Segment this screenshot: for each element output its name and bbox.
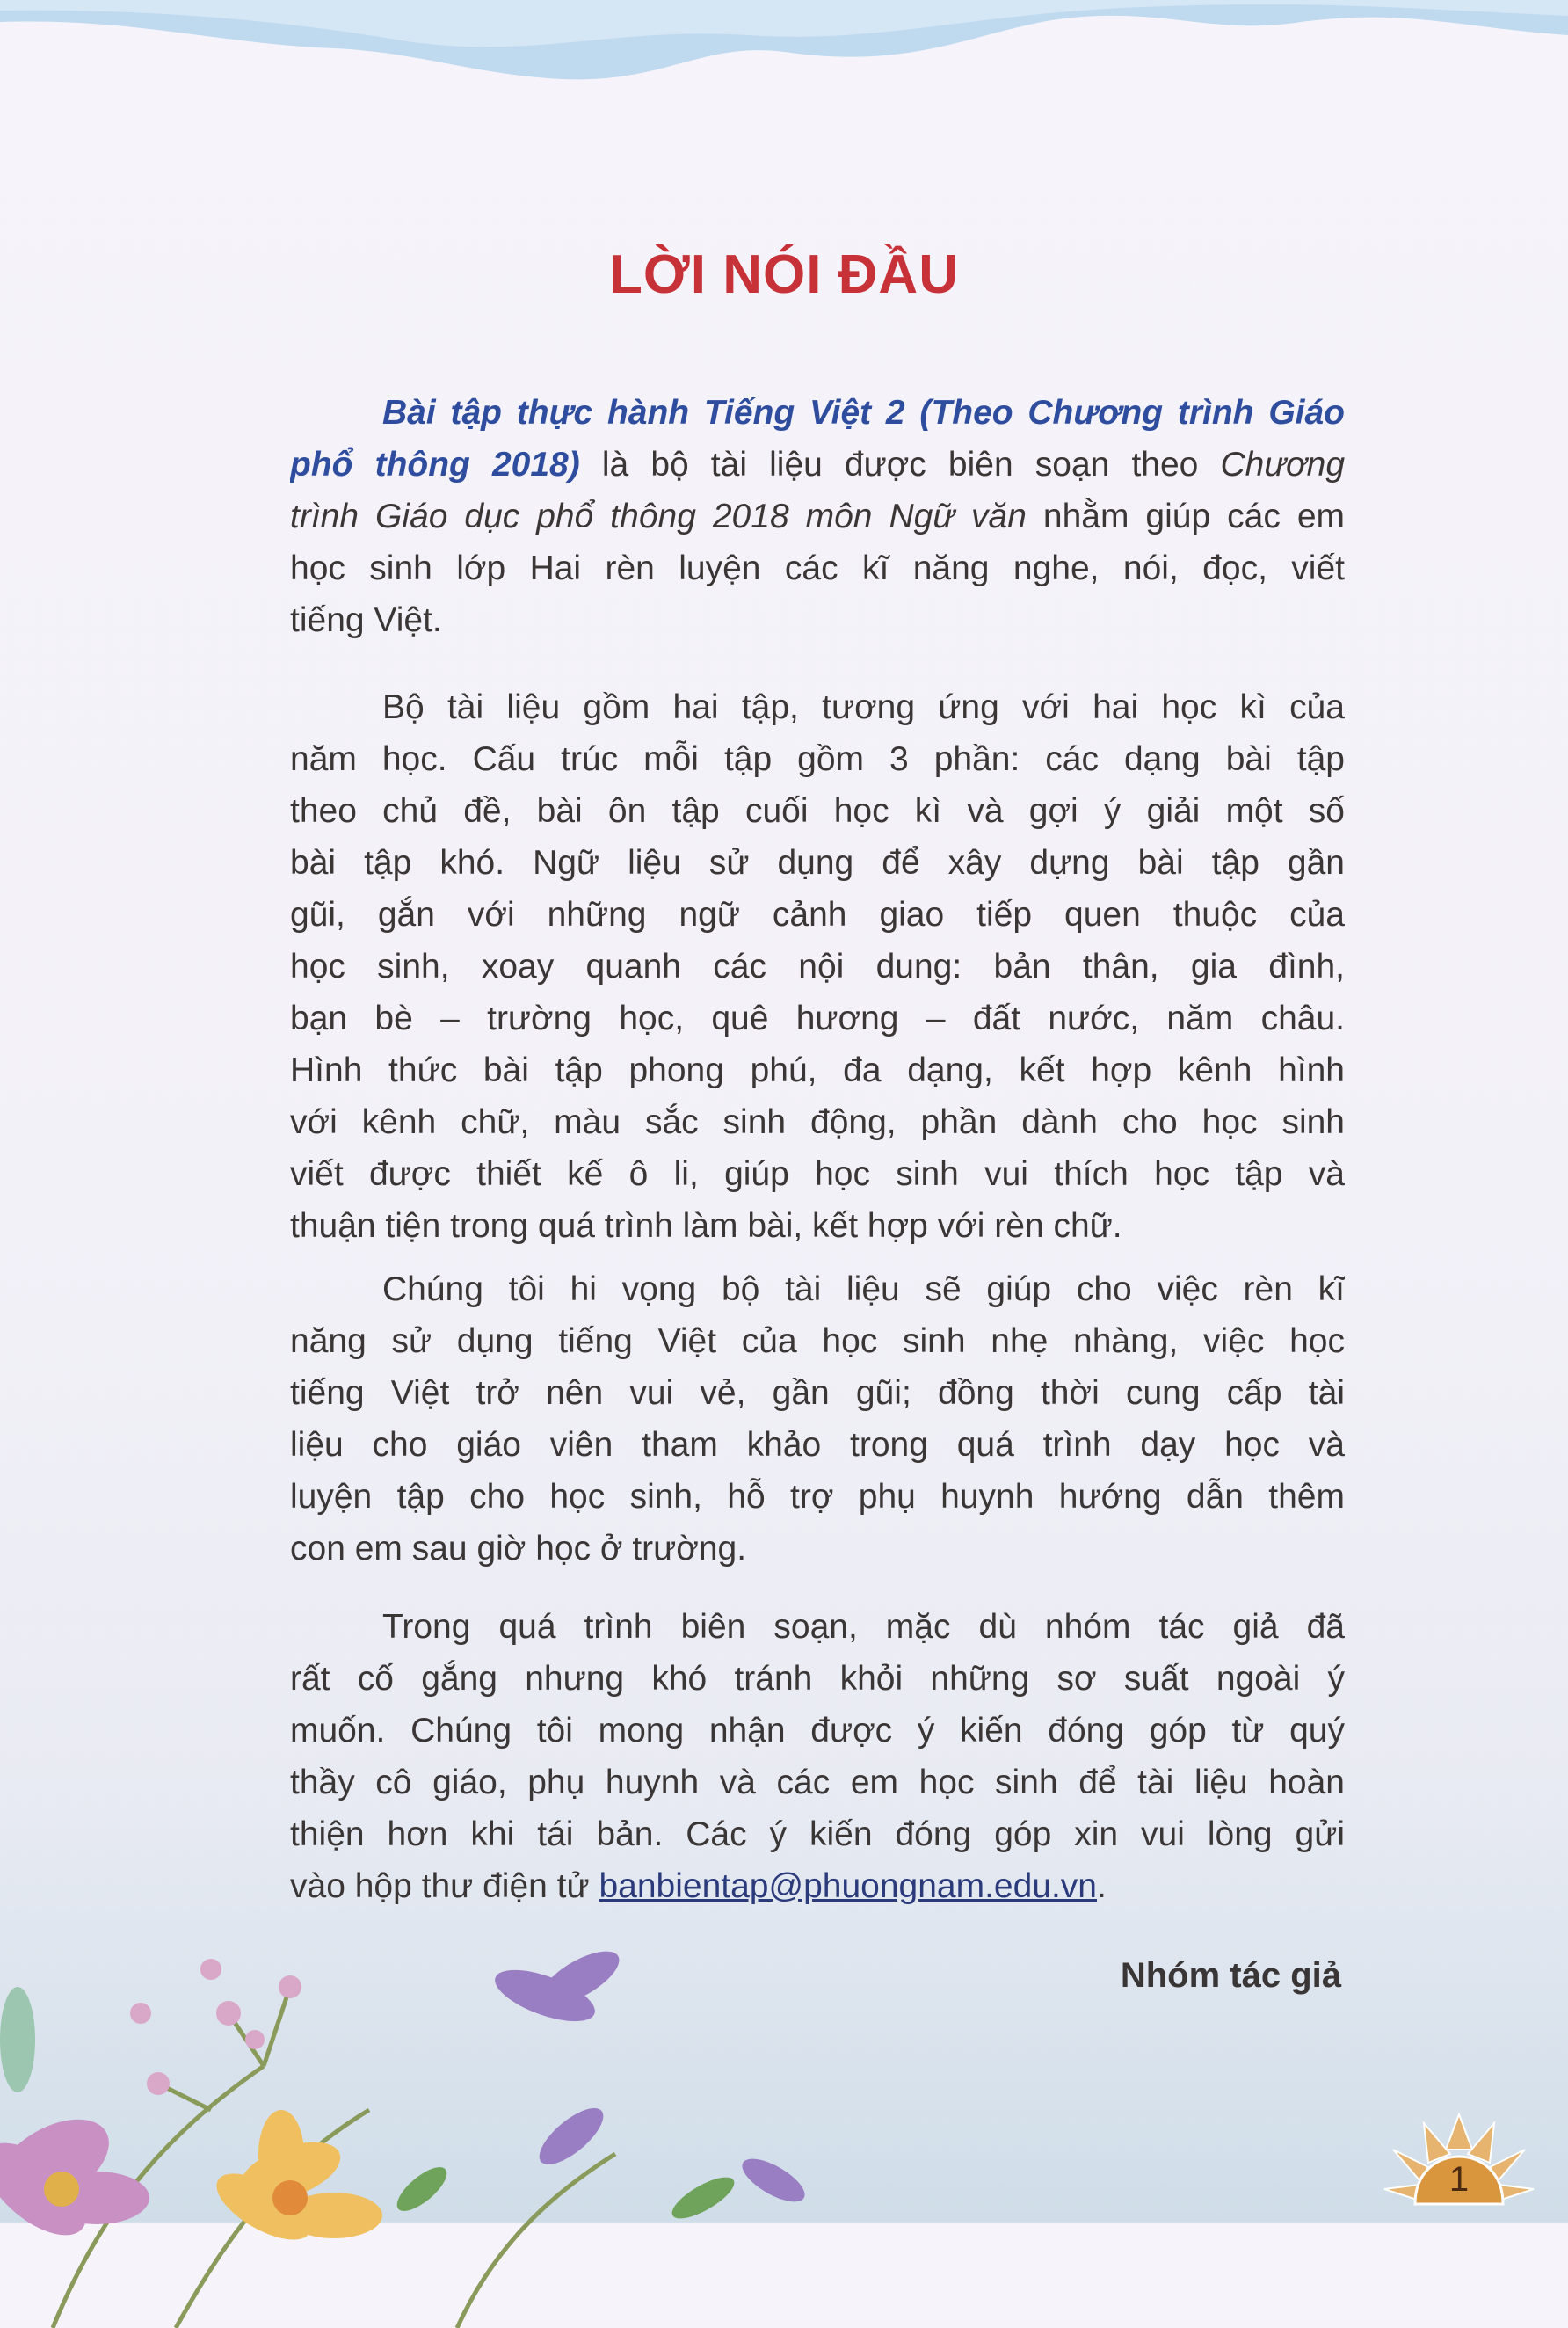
- text-segment: liệu cho giáo viên tham khảo trong quá trình dạy học và: [290, 1426, 1345, 1464]
- text-line: [290, 1315, 1345, 1367]
- text-segment: Hình thức bài tập phong phú, đa dạng, kết hợp kênh hình: [290, 1051, 1345, 1089]
- text-segment: tiếng Việt trở nên vui vẻ, gần gũi; đồng thời cung cấp tài: [290, 1374, 1345, 1412]
- paragraph: [290, 387, 1345, 646]
- text-line: [290, 733, 1345, 785]
- text-line: [290, 594, 1345, 646]
- text-line: [290, 941, 1345, 993]
- text-line: [290, 837, 1345, 889]
- text-line: [290, 542, 1345, 594]
- text-segment: muốn. Chúng tôi mong nhận được ý kiến đóng góp từ quý: [290, 1712, 1345, 1750]
- text-segment: năng sử dụng tiếng Việt của học sinh nhẹ nhàng, việc học: [290, 1322, 1345, 1360]
- flower-illustration: [0, 1934, 1055, 2328]
- text-segment: .: [1097, 1867, 1107, 1905]
- paragraph: [290, 681, 1345, 1252]
- text-line: [290, 1471, 1345, 1523]
- text-line: [290, 439, 1345, 491]
- text-segment: rất cố gắng nhưng khó tránh khỏi những sơ suất ngoài ý: [290, 1660, 1345, 1698]
- text-segment: Bộ tài liệu gồm hai tập, tương ứng với hai học kì của: [382, 688, 1345, 726]
- text-line: [290, 1705, 1345, 1757]
- text-line: [290, 491, 1345, 542]
- text-line: [290, 889, 1345, 941]
- text-segment: bài tập khó. Ngữ liệu sử dụng để xây dựng bài tập gần: [290, 844, 1345, 882]
- text-segment: phổ thông 2018): [290, 446, 580, 484]
- text-segment: vào hộp thư điện tử: [290, 1867, 599, 1905]
- text-segment: Chúng tôi hi vọng bộ tài liệu sẽ giúp cho việc rèn kĩ: [382, 1270, 1345, 1308]
- text-line: [290, 1860, 1345, 1912]
- text-segment: Chương: [1220, 446, 1345, 484]
- text-segment: với kênh chữ, màu sắc sinh động, phần dành cho học sinh: [290, 1103, 1345, 1141]
- text-segment: bạn bè – trường học, quê hương – đất nước, năm châu.: [290, 1000, 1345, 1037]
- text-line: [290, 1419, 1345, 1471]
- text-line: [290, 1148, 1345, 1200]
- text-line: [290, 1200, 1345, 1252]
- text-segment: là bộ tài liệu được biên soạn theo: [579, 446, 1221, 484]
- text-line: [290, 1523, 1345, 1575]
- text-segment: học sinh lớp Hai rèn luyện các kĩ năng nghe, nói, đọc, viết: [290, 549, 1345, 587]
- text-segment: theo chủ đề, bài ôn tập cuối học kì và gợi ý giải một số: [290, 792, 1345, 830]
- text-segment: nhằm giúp các em: [1026, 498, 1345, 535]
- text-line: [290, 681, 1345, 733]
- page-number-badge: [1380, 2106, 1538, 2211]
- text-segment: học sinh, xoay quanh các nội dung: bản thân, gia đình,: [290, 948, 1345, 986]
- text-line: [290, 1096, 1345, 1148]
- text-line: [290, 1653, 1345, 1705]
- paragraph: [290, 1263, 1345, 1575]
- text-segment: thiện hơn khi tái bản. Các ý kiến đóng góp xin vui lòng gửi: [290, 1815, 1345, 1853]
- text-line: [290, 1601, 1345, 1653]
- text-segment: năm học. Cấu trúc mỗi tập gồm 3 phần: các dạng bài tập: [290, 740, 1345, 778]
- text-line: [290, 785, 1345, 837]
- text-line: [290, 1263, 1345, 1315]
- text-segment: Bài tập thực hành Tiếng Việt 2 (Theo Chương trình Giáo: [382, 394, 1345, 432]
- text-line: [290, 1044, 1345, 1096]
- text-segment: Trong quá trình biên soạn, mặc dù nhóm tác giả đã: [382, 1608, 1345, 1646]
- page-title: LỜI NÓI ĐẦU: [609, 244, 959, 305]
- text-line: [290, 387, 1345, 439]
- text-segment: thầy cô giáo, phụ huynh và các em học sinh để tài liệu hoàn: [290, 1764, 1345, 1801]
- text-segment: trình Giáo dục phổ thông 2018 môn Ngữ văn: [290, 498, 1027, 535]
- text-line: [290, 993, 1345, 1044]
- text-line: [290, 1757, 1345, 1808]
- text-segment: tiếng Việt.: [290, 601, 442, 639]
- sky-wave-decoration: [0, 0, 1568, 114]
- paragraph: [290, 1601, 1345, 1912]
- text-segment: luyện tập cho học sinh, hỗ trợ phụ huynh hướng dẫn thêm: [290, 1478, 1345, 1516]
- email-link[interactable]: banbientap@phuongnam.edu.vn: [599, 1867, 1098, 1905]
- text-line: [290, 1367, 1345, 1419]
- signature: Nhóm tác giả: [1120, 1956, 1341, 1995]
- text-segment: con em sau giờ học ở trường.: [290, 1530, 747, 1568]
- page-number: 1: [1448, 2160, 1470, 2199]
- text-segment: thuận tiện trong quá trình làm bài, kết hợp với rèn chữ.: [290, 1207, 1122, 1245]
- text-segment: viết được thiết kế ô li, giúp học sinh vui thích học tập và: [290, 1155, 1345, 1193]
- text-segment: gũi, gắn với những ngữ cảnh giao tiếp quen thuộc của: [290, 896, 1345, 934]
- text-line: [290, 1808, 1345, 1860]
